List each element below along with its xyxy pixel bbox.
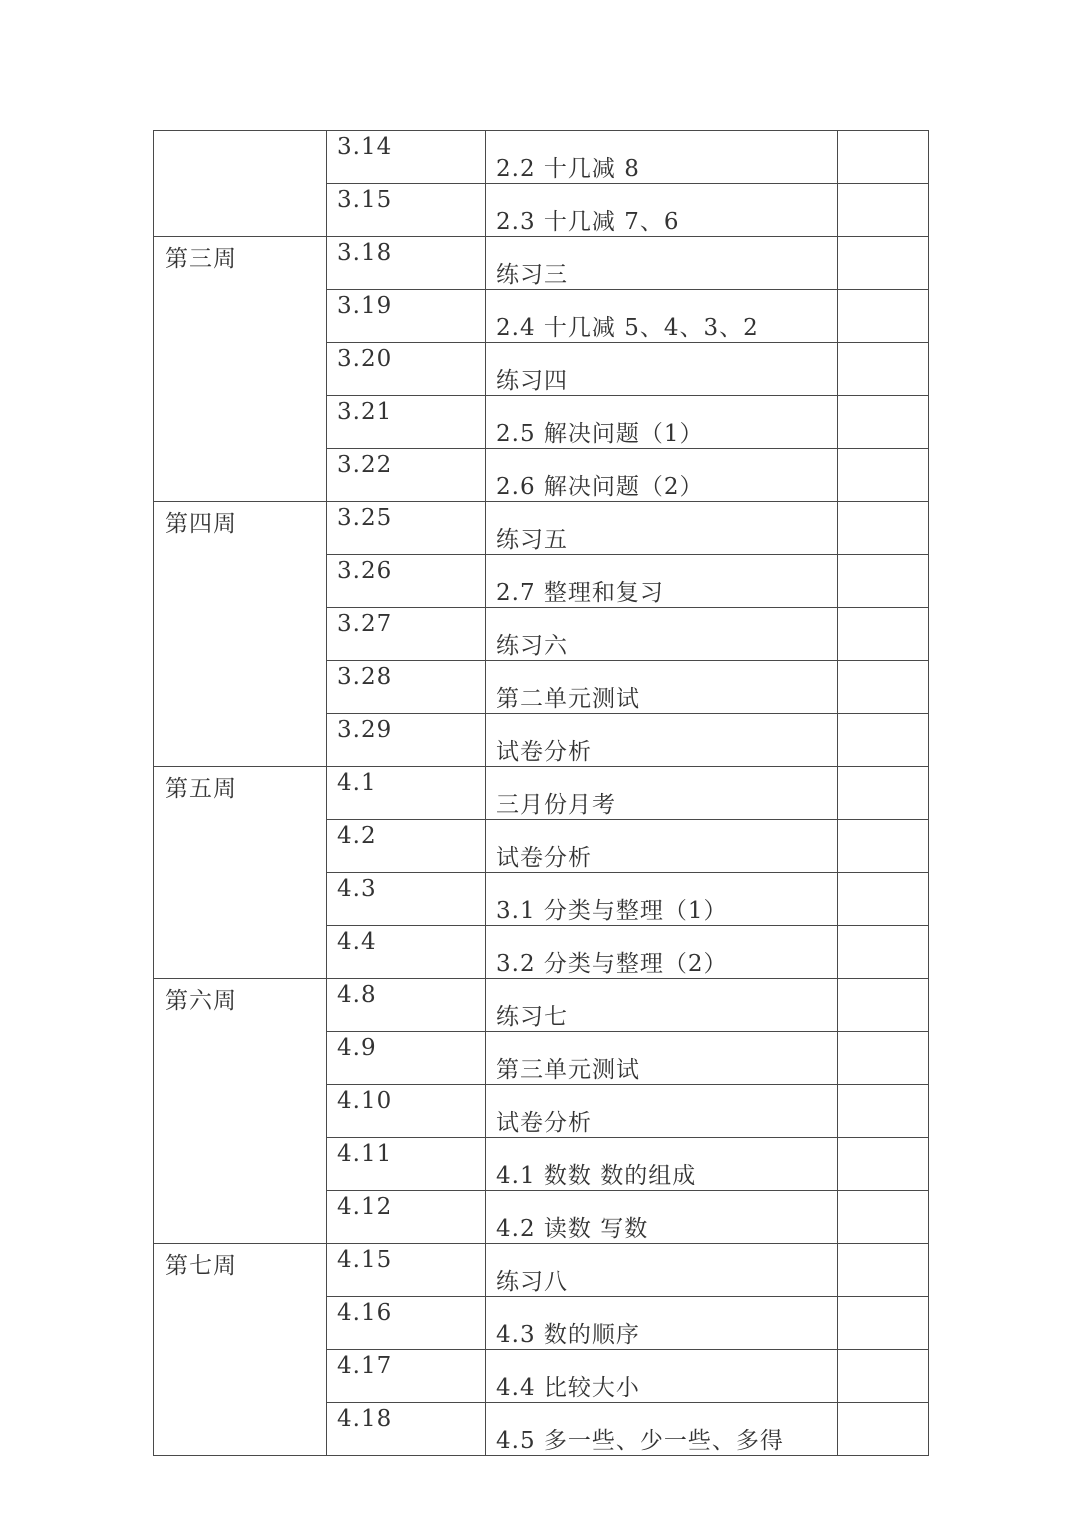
lesson-cell xyxy=(486,237,838,290)
note-cell xyxy=(838,1191,929,1244)
note-cell xyxy=(838,1138,929,1191)
note-cell xyxy=(838,661,929,714)
date-label: 3.20 xyxy=(337,346,393,372)
week-label: 第四周 xyxy=(165,511,237,537)
lesson-cell xyxy=(486,131,838,184)
date-label: 3.14 xyxy=(337,134,393,160)
table-row xyxy=(154,237,929,290)
date-label: 4.4 xyxy=(337,929,377,955)
week-cell xyxy=(154,979,327,1244)
note-cell xyxy=(838,131,929,184)
date-cell xyxy=(327,396,486,449)
week-cell xyxy=(154,131,327,237)
lesson-cell xyxy=(486,1350,838,1403)
date-label: 4.16 xyxy=(337,1300,393,1326)
note-cell xyxy=(838,1403,929,1456)
lesson-label: 2.2 十几减 8 xyxy=(496,156,640,182)
date-cell xyxy=(327,608,486,661)
lesson-cell xyxy=(486,1032,838,1085)
date-cell xyxy=(327,926,486,979)
lesson-cell xyxy=(486,502,838,555)
lesson-label: 4.2 读数 写数 xyxy=(496,1216,649,1242)
date-label: 3.28 xyxy=(337,664,393,690)
date-label: 4.15 xyxy=(337,1247,393,1273)
lesson-label: 三月份月考 xyxy=(496,792,616,818)
schedule-table xyxy=(153,130,929,1456)
lesson-cell xyxy=(486,661,838,714)
lesson-label: 4.1 数数 数的组成 xyxy=(496,1163,697,1189)
table-row xyxy=(154,1244,929,1297)
lesson-cell xyxy=(486,1191,838,1244)
lesson-cell xyxy=(486,820,838,873)
date-label: 3.18 xyxy=(337,240,393,266)
lesson-cell xyxy=(486,1138,838,1191)
lesson-cell xyxy=(486,714,838,767)
date-cell xyxy=(327,1085,486,1138)
lesson-cell xyxy=(486,767,838,820)
lesson-label: 练习八 xyxy=(496,1269,568,1295)
note-cell xyxy=(838,449,929,502)
note-cell xyxy=(838,290,929,343)
date-cell xyxy=(327,979,486,1032)
date-cell xyxy=(327,1244,486,1297)
date-cell xyxy=(327,502,486,555)
lesson-cell xyxy=(486,449,838,502)
date-label: 4.18 xyxy=(337,1406,393,1432)
note-cell xyxy=(838,820,929,873)
note-cell xyxy=(838,237,929,290)
table-row xyxy=(154,131,929,184)
date-cell xyxy=(327,1403,486,1456)
note-cell xyxy=(838,714,929,767)
note-cell xyxy=(838,396,929,449)
lesson-label: 试卷分析 xyxy=(496,739,592,765)
lesson-label: 练习五 xyxy=(496,527,568,553)
date-label: 4.11 xyxy=(337,1141,393,1167)
date-cell xyxy=(327,343,486,396)
lesson-label: 2.6 解决问题（2） xyxy=(496,474,704,500)
lesson-cell xyxy=(486,1297,838,1350)
lesson-label: 练习七 xyxy=(496,1004,568,1030)
lesson-cell xyxy=(486,1085,838,1138)
week-cell xyxy=(154,502,327,767)
note-cell xyxy=(838,502,929,555)
week-label: 第七周 xyxy=(165,1253,237,1279)
lesson-label: 2.3 十几减 7、6 xyxy=(496,209,680,235)
note-cell xyxy=(838,926,929,979)
date-label: 4.9 xyxy=(337,1035,377,1061)
lesson-label: 4.4 比较大小 xyxy=(496,1375,640,1401)
table-row xyxy=(154,767,929,820)
date-cell xyxy=(327,873,486,926)
date-cell xyxy=(327,237,486,290)
date-label: 3.25 xyxy=(337,505,393,531)
lesson-label: 练习四 xyxy=(496,368,568,394)
note-cell xyxy=(838,979,929,1032)
date-label: 3.22 xyxy=(337,452,393,478)
date-label: 3.27 xyxy=(337,611,393,637)
date-label: 4.12 xyxy=(337,1194,393,1220)
note-cell xyxy=(838,1032,929,1085)
lesson-label: 练习六 xyxy=(496,633,568,659)
date-cell xyxy=(327,661,486,714)
date-label: 3.29 xyxy=(337,717,393,743)
week-label: 第六周 xyxy=(165,988,237,1014)
note-cell xyxy=(838,555,929,608)
lesson-label: 第二单元测试 xyxy=(496,686,640,712)
lesson-cell xyxy=(486,343,838,396)
date-label: 4.1 xyxy=(337,770,377,796)
date-cell xyxy=(327,1138,486,1191)
lesson-label: 试卷分析 xyxy=(496,845,592,871)
lesson-label: 3.2 分类与整理（2） xyxy=(496,951,728,977)
date-cell xyxy=(327,290,486,343)
lesson-label: 2.5 解决问题（1） xyxy=(496,421,704,447)
lesson-cell xyxy=(486,1403,838,1456)
date-label: 4.3 xyxy=(337,876,377,902)
note-cell xyxy=(838,608,929,661)
lesson-label: 4.3 数的顺序 xyxy=(496,1322,640,1348)
date-cell xyxy=(327,767,486,820)
note-cell xyxy=(838,343,929,396)
date-cell xyxy=(327,1297,486,1350)
lesson-label: 第三单元测试 xyxy=(496,1057,640,1083)
date-cell xyxy=(327,1032,486,1085)
date-label: 4.10 xyxy=(337,1088,393,1114)
lesson-label: 4.5 多一些、少一些、多得 xyxy=(496,1428,784,1454)
week-cell xyxy=(154,1244,327,1456)
note-cell xyxy=(838,1244,929,1297)
schedule-body xyxy=(154,131,929,1456)
lesson-cell xyxy=(486,396,838,449)
date-label: 4.2 xyxy=(337,823,377,849)
date-cell xyxy=(327,555,486,608)
lesson-label: 试卷分析 xyxy=(496,1110,592,1136)
lesson-label: 2.4 十几减 5、4、3、2 xyxy=(496,315,759,341)
note-cell xyxy=(838,1297,929,1350)
lesson-cell xyxy=(486,184,838,237)
lesson-cell xyxy=(486,555,838,608)
date-label: 3.19 xyxy=(337,293,393,319)
date-label: 3.26 xyxy=(337,558,393,584)
note-cell xyxy=(838,767,929,820)
lesson-label: 练习三 xyxy=(496,262,568,288)
note-cell xyxy=(838,1085,929,1138)
lesson-cell xyxy=(486,926,838,979)
lesson-cell xyxy=(486,290,838,343)
note-cell xyxy=(838,184,929,237)
lesson-label: 3.1 分类与整理（1） xyxy=(496,898,728,924)
date-label: 3.15 xyxy=(337,187,393,213)
date-cell xyxy=(327,449,486,502)
lesson-label: 2.7 整理和复习 xyxy=(496,580,664,606)
note-cell xyxy=(838,873,929,926)
date-cell xyxy=(327,131,486,184)
lesson-cell xyxy=(486,608,838,661)
table-row xyxy=(154,979,929,1032)
date-cell xyxy=(327,1350,486,1403)
lesson-cell xyxy=(486,873,838,926)
date-cell xyxy=(327,820,486,873)
week-label xyxy=(154,131,326,134)
date-label: 4.8 xyxy=(337,982,377,1008)
week-cell xyxy=(154,237,327,502)
date-label: 4.17 xyxy=(337,1353,393,1379)
date-cell xyxy=(327,184,486,237)
note-cell xyxy=(838,1350,929,1403)
date-cell xyxy=(327,1191,486,1244)
table-row xyxy=(154,502,929,555)
week-cell xyxy=(154,767,327,979)
date-cell xyxy=(327,714,486,767)
date-label: 3.21 xyxy=(337,399,393,425)
week-label: 第三周 xyxy=(165,246,237,272)
lesson-cell xyxy=(486,1244,838,1297)
week-label: 第五周 xyxy=(165,776,237,802)
lesson-cell xyxy=(486,979,838,1032)
